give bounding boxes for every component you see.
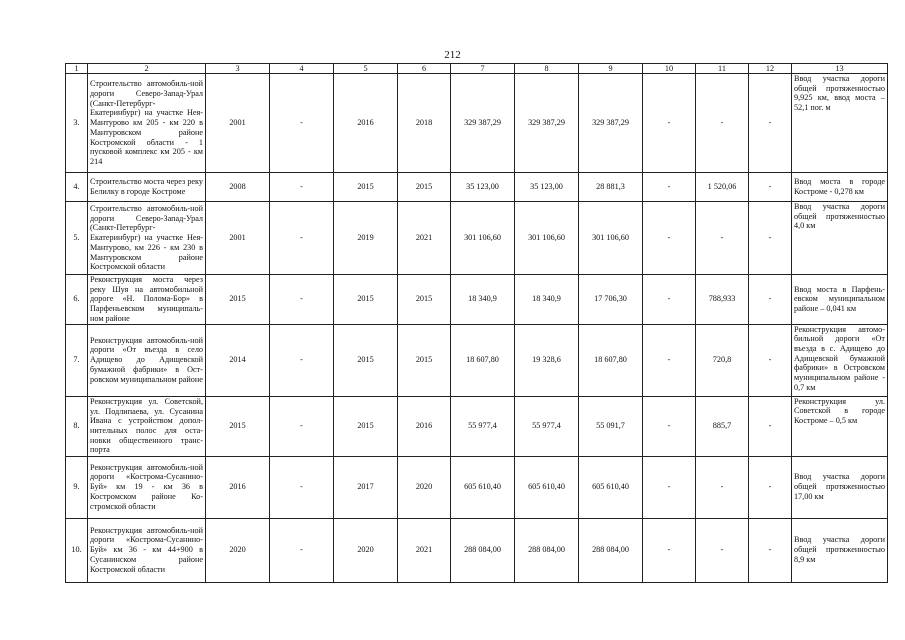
page-number: 212 <box>444 49 461 61</box>
cell-col-10: - <box>643 518 696 582</box>
row-number: 6. <box>66 275 88 325</box>
cell-col-4: - <box>270 173 334 202</box>
cell-col-6: 2015 <box>398 173 451 202</box>
cell-col-12: - <box>749 396 792 456</box>
cell-col-9: 18 607,80 <box>579 324 643 396</box>
cell-col-9: 28 881,3 <box>579 173 643 202</box>
cell-col-12: - <box>749 74 792 173</box>
cell-col-7: 605 610,40 <box>451 456 515 518</box>
cell-col-6: 2018 <box>398 74 451 173</box>
cell-col-10: - <box>643 275 696 325</box>
cell-col-10: - <box>643 202 696 275</box>
cell-col-9: 329 387,29 <box>579 74 643 173</box>
cell-col-10: - <box>643 456 696 518</box>
cell-col-7: 18 340,9 <box>451 275 515 325</box>
cell-col-7: 18 607,80 <box>451 324 515 396</box>
result-note: Ввод моста в Парфень-евском муниципальном районе – 0,041 км <box>792 275 888 325</box>
cell-col-11: - <box>696 202 749 275</box>
cell-col-7: 288 084,00 <box>451 518 515 582</box>
column-header: 12 <box>749 64 792 74</box>
cell-col-11: 885,7 <box>696 396 749 456</box>
cell-col-7: 55 977,4 <box>451 396 515 456</box>
row-number: 10. <box>66 518 88 582</box>
cell-col-4: - <box>270 324 334 396</box>
cell-col-3: 2015 <box>206 396 270 456</box>
row-number: 5. <box>66 202 88 275</box>
cell-col-3: 2015 <box>206 275 270 325</box>
cell-col-9: 605 610,40 <box>579 456 643 518</box>
table-row <box>66 324 888 396</box>
table-row <box>66 396 888 456</box>
table-row <box>66 275 888 325</box>
cell-col-3: 2016 <box>206 456 270 518</box>
cell-col-8: 55 977,4 <box>515 396 579 456</box>
project-name: Реконструкция моста через реку Шуя на автомобильной дороге «Н. Полома-Бор» в Парфеньевском муниципаль-ном районе <box>88 275 206 325</box>
projects-table <box>65 63 888 583</box>
cell-col-5: 2016 <box>334 74 398 173</box>
cell-col-8: 329 387,29 <box>515 74 579 173</box>
cell-col-11: - <box>696 74 749 173</box>
cell-col-11: - <box>696 518 749 582</box>
column-header: 4 <box>270 64 334 74</box>
row-number: 4. <box>66 173 88 202</box>
cell-col-6: 2015 <box>398 275 451 325</box>
cell-col-3: 2001 <box>206 74 270 173</box>
column-header: 10 <box>643 64 696 74</box>
table-row <box>66 74 888 173</box>
cell-col-12: - <box>749 173 792 202</box>
table-row <box>66 202 888 275</box>
cell-col-10: - <box>643 74 696 173</box>
project-name: Реконструкция автомобиль-ной дороги «От въезда в село Адищево до Адищевской бумажной фабрики» в Ост-ровском муниципальном районе <box>88 324 206 396</box>
column-header: 1 <box>66 64 88 74</box>
cell-col-10: - <box>643 396 696 456</box>
column-header: 3 <box>206 64 270 74</box>
cell-col-3: 2020 <box>206 518 270 582</box>
cell-col-12: - <box>749 275 792 325</box>
cell-col-12: - <box>749 202 792 275</box>
column-header: 5 <box>334 64 398 74</box>
cell-col-9: 55 091,7 <box>579 396 643 456</box>
cell-col-5: 2019 <box>334 202 398 275</box>
column-header: 13 <box>792 64 888 74</box>
cell-col-5: 2017 <box>334 456 398 518</box>
column-header: 6 <box>398 64 451 74</box>
cell-col-5: 2020 <box>334 518 398 582</box>
row-number: 8. <box>66 396 88 456</box>
project-name: Реконструкция автомобиль-ной дороги «Кострома-Сусанино-Буй» км 36 - км 44+900 в Сусанинском районе Костромской области <box>88 518 206 582</box>
column-header: 2 <box>88 64 206 74</box>
cell-col-9: 17 706,30 <box>579 275 643 325</box>
column-header: 11 <box>696 64 749 74</box>
cell-col-9: 301 106,60 <box>579 202 643 275</box>
cell-col-8: 288 084,00 <box>515 518 579 582</box>
cell-col-9: 288 084,00 <box>579 518 643 582</box>
cell-col-12: - <box>749 518 792 582</box>
cell-col-12: - <box>749 324 792 396</box>
cell-col-11: - <box>696 456 749 518</box>
row-number: 9. <box>66 456 88 518</box>
cell-col-6: 2021 <box>398 518 451 582</box>
cell-col-12: - <box>749 456 792 518</box>
cell-col-8: 19 328,6 <box>515 324 579 396</box>
cell-col-4: - <box>270 456 334 518</box>
result-note: Реконструкция ул. Советской в городе Костроме – 0,5 км <box>792 396 888 456</box>
column-header: 9 <box>579 64 643 74</box>
cell-col-8: 605 610,40 <box>515 456 579 518</box>
project-name: Реконструкция автомобиль-ной дороги «Кострома-Сусанино-Буй» км 19 - км 36 в Костромском районе Ко-стромской области <box>88 456 206 518</box>
cell-col-5: 2015 <box>334 173 398 202</box>
cell-col-4: - <box>270 202 334 275</box>
cell-col-4: - <box>270 74 334 173</box>
result-note: Реконструкция автомо-бильной дороги «От въезда в с. Адищево до Адищевской бумажной фабрики» в Островском муниципальном районе - 0,7 км <box>792 324 888 396</box>
result-note: Ввод участка дороги общей протяженностью 9,925 км, ввод моста – 52,1 пог. м <box>792 74 888 173</box>
cell-col-5: 2015 <box>334 324 398 396</box>
cell-col-4: - <box>270 518 334 582</box>
cell-col-3: 2014 <box>206 324 270 396</box>
cell-col-3: 2008 <box>206 173 270 202</box>
cell-col-4: - <box>270 275 334 325</box>
cell-col-10: - <box>643 324 696 396</box>
project-name: Строительство автомобиль-ной дороги Северо-Запад-Урал (Санкт-Петербург-Екатеринбург) на участке Нея-Мантурово, км 226 - км 230 в Мантуровском районе Костромской области <box>88 202 206 275</box>
cell-col-5: 2015 <box>334 396 398 456</box>
cell-col-7: 301 106,60 <box>451 202 515 275</box>
cell-col-5: 2015 <box>334 275 398 325</box>
cell-col-8: 301 106,60 <box>515 202 579 275</box>
cell-col-7: 329 387,29 <box>451 74 515 173</box>
result-note: Ввод участка дороги общей протяженностью 17,00 км <box>792 456 888 518</box>
table-row <box>66 173 888 202</box>
header-row <box>66 64 888 74</box>
cell-col-6: 2015 <box>398 324 451 396</box>
cell-col-6: 2021 <box>398 202 451 275</box>
result-note: Ввод моста в городе Костроме - 0,278 км <box>792 173 888 202</box>
column-header: 7 <box>451 64 515 74</box>
cell-col-8: 35 123,00 <box>515 173 579 202</box>
project-name: Реконструкция ул. Советской, ул. Подлипаева, ул. Сусанина Ивана с устройством допол-нительных полос для оста-новки общественного транс-порта <box>88 396 206 456</box>
cell-col-8: 18 340,9 <box>515 275 579 325</box>
cell-col-6: 2020 <box>398 456 451 518</box>
row-number: 3. <box>66 74 88 173</box>
cell-col-10: - <box>643 173 696 202</box>
cell-col-11: 720,8 <box>696 324 749 396</box>
cell-col-3: 2001 <box>206 202 270 275</box>
result-note: Ввод участка дороги общей протяженностью 8,9 км <box>792 518 888 582</box>
cell-col-6: 2016 <box>398 396 451 456</box>
row-number: 7. <box>66 324 88 396</box>
cell-col-7: 35 123,00 <box>451 173 515 202</box>
cell-col-11: 1 520,06 <box>696 173 749 202</box>
table-row <box>66 518 888 582</box>
cell-col-11: 788,933 <box>696 275 749 325</box>
column-header: 8 <box>515 64 579 74</box>
table-row <box>66 456 888 518</box>
cell-col-4: - <box>270 396 334 456</box>
project-name: Строительство автомобиль-ной дороги Северо-Запад-Урал (Санкт-Петербург-Екатеринбург) на участке Нея-Мантурово км 205 - км 220 в Мантуровском районе Костромской области - 1 пусковой комплекс км 205 - км 214 <box>88 74 206 173</box>
project-name: Строительство моста через реку Белилку в городе Костроме <box>88 173 206 202</box>
result-note: Ввод участка дороги общей протяженностью 4,0 км <box>792 202 888 275</box>
